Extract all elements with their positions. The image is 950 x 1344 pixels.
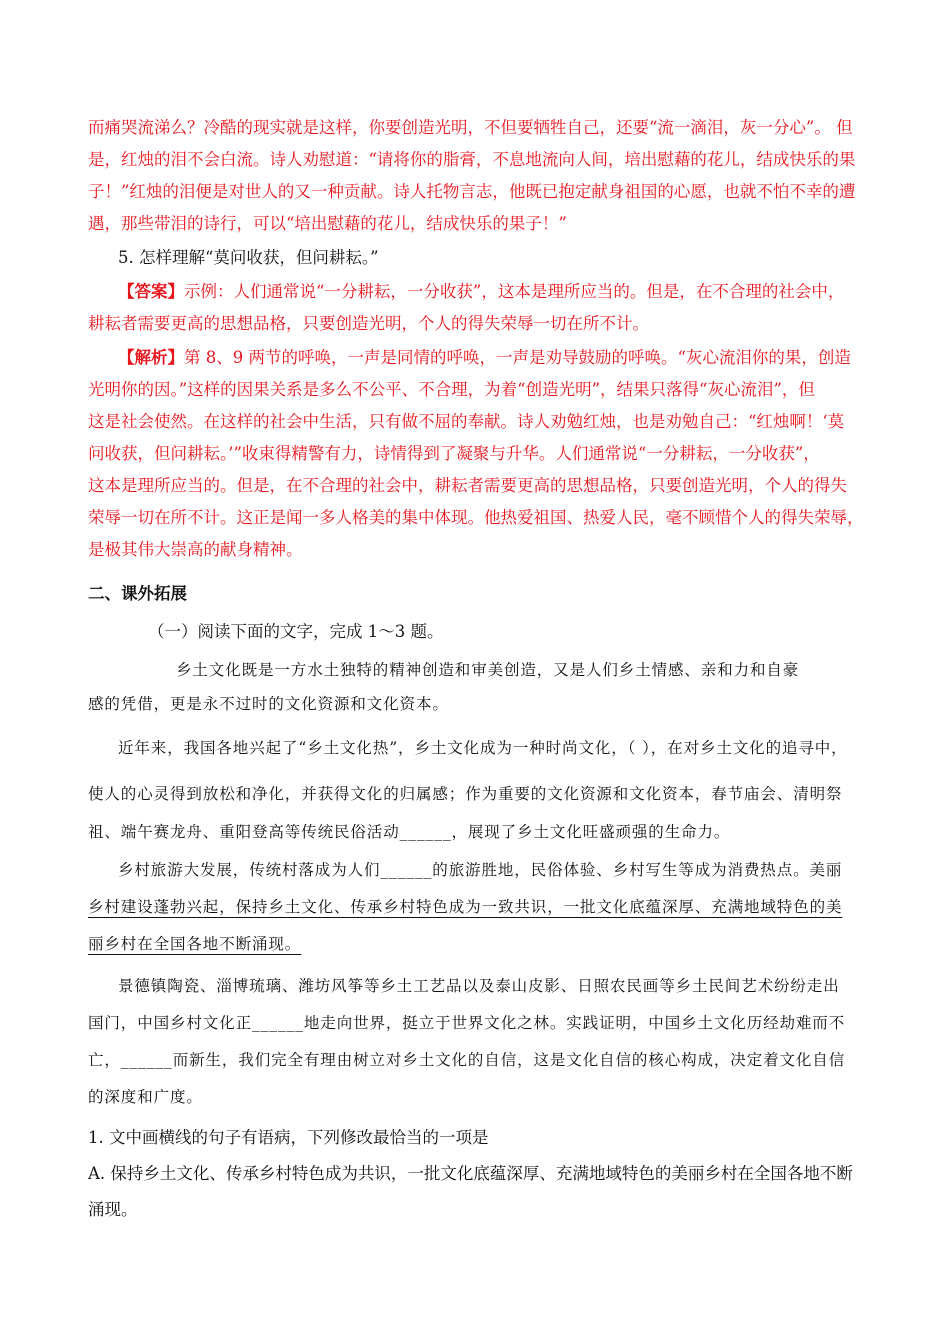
analysis-text: 第 8、9 两节的呼唤，一声是同情的呼唤，一声是劝导鼓励的呼唤。“灰心流泪你的果，创造 — [184, 348, 851, 367]
passage-line: 的深度和广度。 — [88, 1088, 203, 1106]
analysis-line: 这本是理所应当的。但是，在不合理的社会中，耕耘者需要更高的思想品格，只要创造光明，个人的得失 — [88, 476, 847, 495]
answer-tag: 【答案】 — [118, 282, 184, 301]
option-a-line: 涌现。 — [88, 1200, 138, 1219]
passage-underlined-sentence — [88, 895, 868, 917]
passage-line: 使人的心灵得到放松和净化，并获得文化的归属感；作为重要的文化资源和文化资本，春节庙会、清明祭 — [88, 785, 843, 803]
answer-text: 示例：人们通常说“一分耕耘，一分收获”，这本是理所应当的。但是，在不合理的社会中， — [184, 282, 845, 301]
underlined-line: 乡村建设蓬勃兴起，保持乡土文化、传承乡村特色成为一致共识，一批文化底蕴深厚、充满地域特色的美 — [88, 898, 843, 916]
analysis-text-line: 是，红烛的泪不会白流。诗人劝慰道：“请将你的脂膏，不息地流向人间，培出慰藉的花儿，结成快乐的果 — [88, 150, 856, 169]
analysis-line: 是极其伟大崇高的献身精神。 — [88, 540, 303, 559]
passage-line: 国门，中国乡村文化正______地走向世界，挺立于世界文化之林。实践证明，中国乡土文化历经劫难而不 — [88, 1014, 846, 1032]
passage-line: 感的凭借，更是永不过时的文化资源和文化资本。 — [88, 695, 449, 713]
passage-line: 乡土文化既是一方水土独特的精神创造和审美创造，又是人们乡土情感、亲和力和自豪 — [176, 661, 800, 679]
passage-underlined-sentence — [88, 932, 868, 954]
analysis-text-line: 子！”红烛的泪便是对世人的又一种贡献。诗人托物言志，他既已抱定献身祖国的心愿，也就不怕不幸的遭 — [88, 182, 856, 201]
option-a-line: A. 保持乡土文化、传承乡村特色成为共识，一批文化底蕴深厚、充满地域特色的美丽乡村在全国各地不断 — [88, 1164, 853, 1183]
analysis-line: 光明你的因。”这样的因果关系是多么不公平、不合理，为着“创造光明”，结果只落得“灰心流泪”，但 — [88, 380, 815, 399]
analysis-tag: 【解析】 — [118, 348, 184, 367]
passage-line: 亡，______而新生，我们完全有理由树立对乡土文化的自信，这是文化自信的核心构成，决定着文化自信 — [88, 1051, 846, 1069]
reading-intro: （一）阅读下面的文字，完成 1～3 题。 — [148, 622, 444, 641]
analysis-line: 荣辱一切在所不计。这正是闻一多人格美的集中体现。他热爱祖国、热爱人民，毫不顾惜个人的得失荣辱， — [88, 508, 864, 527]
passage-line: 景德镇陶瓷、淄博琉璃、潍坊风筝等乡土工艺品以及泰山皮影、日照农民画等乡土民间艺术纷纷走出 — [118, 977, 840, 995]
passage-line: 乡村旅游大发展，传统村落成为人们______的旅游胜地，民俗体验、乡村写生等成为消费热点。美丽 — [118, 861, 843, 879]
question-1: 1. 文中画横线的句子有语病，下列修改最恰当的一项是 — [88, 1128, 489, 1147]
analysis-line: 问收获，但问耕耘。’”收束得精警有力，诗情得到了凝聚与升华。人们通常说“一分耕耘，一分收获”， — [88, 444, 820, 463]
question-5: 5. 怎样理解“莫问收获，但问耕耘。” — [118, 248, 379, 267]
analysis-text-line: 而痛哭流涕么？冷酷的现实就是这样，你要创造光明，不但要牺牲自己，还要“流一滴泪，灰一分心”。 但 — [88, 118, 853, 137]
answer-line — [118, 278, 898, 302]
passage-line: 祖、端午赛龙舟、重阳登高等传统民俗活动______，展现了乡土文化旺盛顽强的生命力。 — [88, 823, 731, 841]
answer-line: 耕耘者需要更高的思想品格，只要创造光明，个人的得失荣辱一切在所不计。 — [88, 314, 649, 333]
analysis-text-line: 遇，那些带泪的诗行，可以“培出慰藉的花儿，结成快乐的果子！” — [88, 214, 567, 233]
analysis-line — [118, 344, 898, 368]
section-title: 二、课外拓展 — [88, 584, 187, 603]
passage-line: 近年来，我国各地兴起了“乡土文化热”，乡土文化成为一种时尚文化，（ ），在对乡土文化的追寻中， — [118, 739, 848, 757]
analysis-line: 这是社会使然。在这样的社会中生活，只有做不屈的奉献。诗人劝勉红烛，也是劝勉自己：“红烛啊！‘莫 — [88, 412, 845, 431]
underlined-line: 丽乡村在全国各地不断涌现。 — [88, 935, 302, 953]
